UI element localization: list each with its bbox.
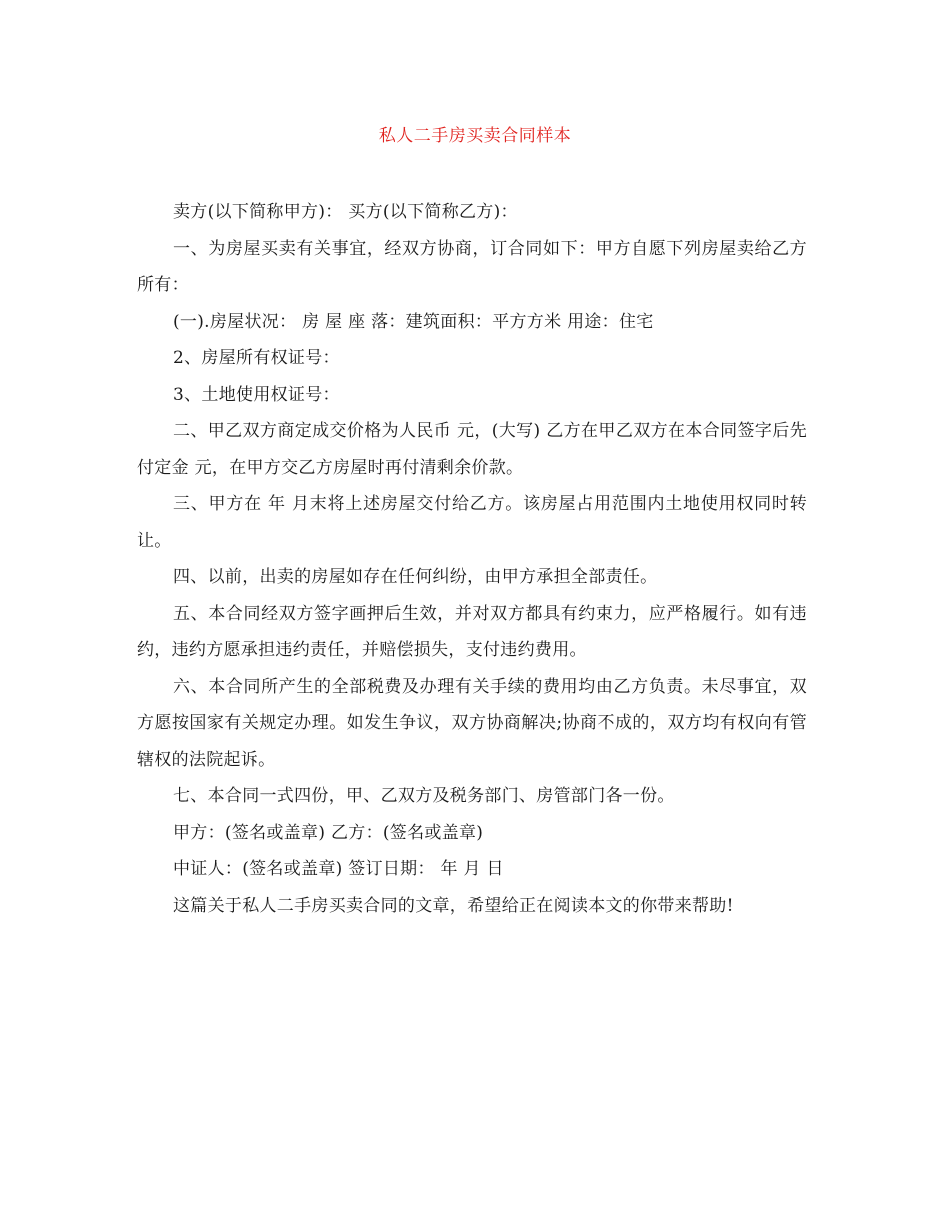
paragraph-clause-7: 七、本合同一式四份，甲、乙双方及税务部门、房管部门各一份。 <box>173 786 675 806</box>
paragraph-house-status: (一).房屋状况： 房 屋 座 落：建筑面积：平方方米 用途：住宅 <box>173 311 654 332</box>
paragraph-closing-note: 这篇关于私人二手房买卖合同的文章，希望给正在阅读本文的你带来帮助! <box>173 895 734 916</box>
paragraph-witness-date: 中证人：(签名或盖章) 签订日期： 年 月 日 <box>173 859 504 879</box>
document-title: 私人二手房买卖合同样本 <box>378 126 572 146</box>
paragraph-clause-6: 六、本合同所产生的全部税费及办理有关手续的费用均由乙方负责。未尽事宜，双方愿按国家有关规定办理。如发生争议，双方协商解决;协商不成的，双方均有权向有管辖权的法院起诉。 <box>137 676 807 770</box>
paragraph-clause-5: 五、本合同经双方签字画押后生效，并对双方都具有约束力，应严格履行。如有违约，违约方愿承担违约责任，并赔偿损失，支付违约费用。 <box>137 603 807 660</box>
paragraph-clause-3: 三、甲方在 年 月末将上述房屋交付给乙方。该房屋占用范围内土地使用权同时转让。 <box>137 494 807 551</box>
document-body <box>137 194 807 924</box>
paragraph-signatures: 甲方：(签名或盖章) 乙方：(签名或盖章) <box>173 822 484 843</box>
paragraph-ownership-cert: 2、房屋所有权证号： <box>173 348 340 368</box>
paragraph-land-cert: 3、土地使用权证号： <box>173 384 340 405</box>
paragraph-clause-2: 二、甲乙双方商定成交价格为人民币 元，(大写) 乙方在甲乙双方在本合同签字后先付定金 元，在甲方交乙方房屋时再付清剩余价款。 <box>137 421 807 478</box>
paragraph-clause-4: 四、以前，出卖的房屋如存在任何纠纷，由甲方承担全部责任。 <box>173 567 658 587</box>
paragraph-parties: 卖方(以下简称甲方)： 买方(以下简称乙方)： <box>173 202 518 222</box>
paragraph-clause-1: 一、为房屋买卖有关事宜，经双方协商，订合同如下：甲方自愿下列房屋卖给乙方所有： <box>137 238 807 295</box>
